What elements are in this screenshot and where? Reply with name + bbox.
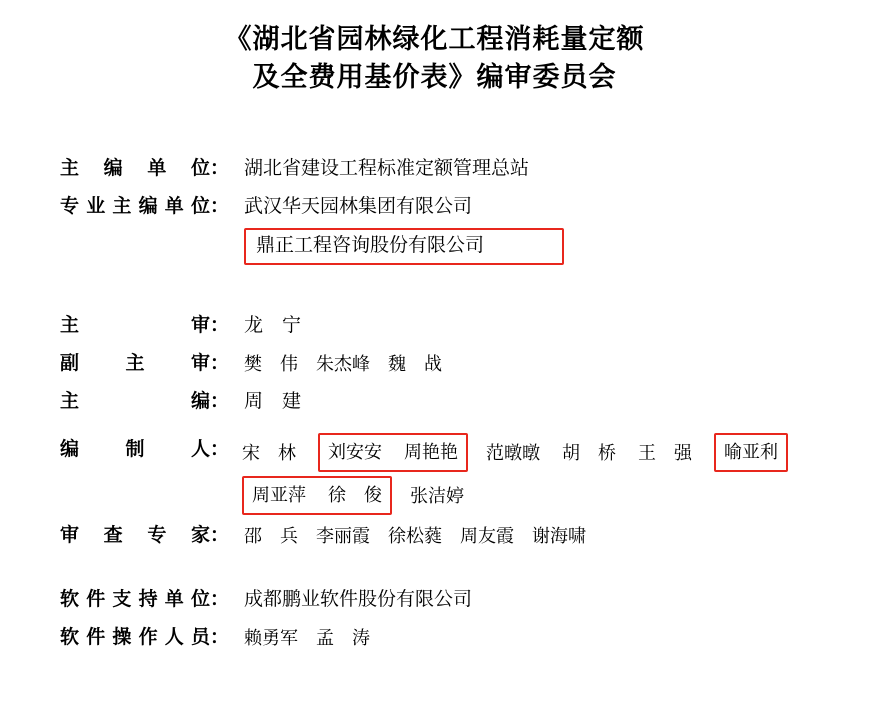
page-title (0, 0, 869, 96)
row-compilers (60, 433, 860, 472)
row-chief-editor (60, 385, 860, 419)
value-chief-editing-unit: 湖北省建设工程标准定额管理总站 (244, 158, 530, 179)
value-software-support-unit: 成都鹏业软件股份有限公司 (244, 589, 473, 610)
row-compilers-continued (60, 476, 860, 515)
colon-3: ： (210, 315, 230, 336)
colon-4: ： (210, 353, 230, 374)
colon-6: ： (210, 439, 230, 460)
highlighted-unit-box: 鼎正工程咨询股份有限公司 (244, 228, 564, 265)
row-highlighted-unit (60, 228, 860, 265)
compiler-name: 胡 桥 (562, 442, 616, 463)
row-chief-reviewer (60, 309, 860, 343)
row-deputy-chief-reviewer (60, 347, 860, 381)
compiler-name: 张洁婷 (410, 485, 464, 506)
label-chief-editing-unit: 主 编 单 位： (60, 152, 242, 186)
compiler-name: 刘安安 (328, 442, 382, 462)
compiler-name: 周艳艳 (404, 442, 458, 462)
label-professional-chief-editing-unit: 专业主编单位： (60, 190, 242, 224)
row-professional-chief-editing-unit (60, 190, 860, 224)
colon-8: ： (210, 589, 230, 610)
colon-7: ： (210, 525, 230, 546)
spacer-1 (60, 265, 860, 309)
compiler-name-group-boxed (242, 476, 392, 515)
value-professional-chief-editing-unit: 武汉华天园林集团有限公司 (244, 196, 473, 217)
label-chief-reviewer: 主 审： (60, 309, 242, 343)
colon-5: ： (210, 391, 230, 412)
compilers-line-1 (242, 433, 788, 472)
committee-body (60, 152, 860, 659)
compiler-name-group-boxed (318, 433, 468, 472)
label-chief-editor: 主 编： (60, 385, 242, 419)
label-software-operators: 软件操作人员： (60, 621, 242, 655)
compiler-name-boxed (714, 433, 788, 472)
compiler-name: 王 强 (638, 442, 692, 463)
compilers-line-2 (242, 476, 464, 515)
compiler-name: 喻亚利 (724, 442, 778, 462)
compiler-name: 范暾暾 (486, 442, 540, 463)
colon-2: ： (210, 196, 230, 217)
value-chief-editor: 周 建 (244, 391, 302, 412)
compiler-name: 宋 林 (242, 442, 296, 463)
row-software-support-unit (60, 583, 860, 617)
value-review-experts: 邵 兵 李丽霞 徐松蕤 周友霞 谢海啸 (244, 526, 586, 546)
row-chief-editing-unit (60, 152, 860, 186)
label-software-support-unit: 软件支持单位： (60, 583, 242, 617)
colon-9: ： (210, 627, 230, 648)
label-compilers-continued (60, 476, 242, 510)
spacer-3 (60, 557, 860, 583)
label-compilers: 编 制 人： (60, 433, 242, 467)
row-review-experts (60, 519, 860, 553)
spacer-2 (60, 423, 860, 433)
value-deputy-chief-reviewer: 樊 伟 朱杰峰 魏 战 (244, 354, 442, 374)
label-deputy-chief-reviewer: 副 主 审： (60, 347, 242, 381)
title-line-1: 《湖北省园林绿化工程消耗量定额 (224, 24, 645, 54)
title-line-2: 及全费用基价表》编审委员会 (252, 62, 617, 92)
compiler-name: 徐 俊 (328, 485, 382, 505)
value-chief-reviewer: 龙 宁 (244, 315, 302, 336)
compiler-name: 周亚萍 (252, 485, 306, 505)
label-review-experts: 审 查 专 家： (60, 519, 242, 553)
row-software-operators (60, 621, 860, 655)
colon-1: ： (210, 158, 230, 179)
value-software-operators: 赖勇军 孟 涛 (244, 628, 370, 648)
